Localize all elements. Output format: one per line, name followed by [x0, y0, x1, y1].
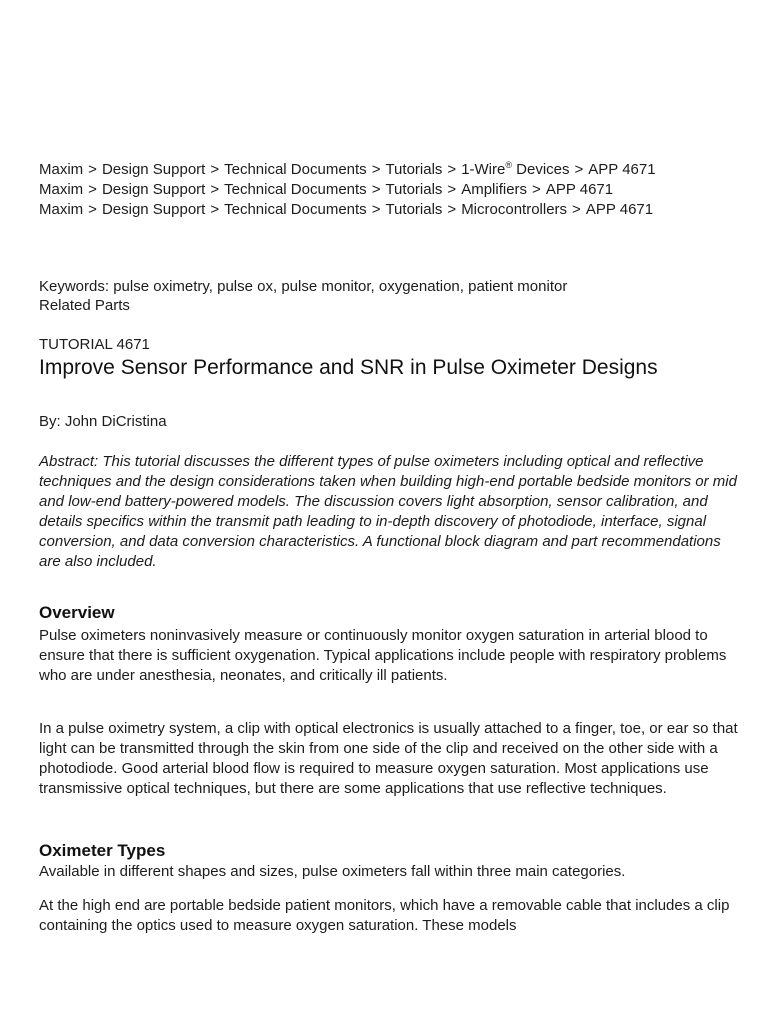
- breadcrumb-link[interactable]: Maxim: [39, 181, 84, 198]
- breadcrumb-link[interactable]: Maxim: [39, 201, 84, 218]
- keywords-block: [39, 277, 751, 315]
- breadcrumb-link[interactable]: Tutorials: [385, 201, 443, 218]
- body-paragraph: Available in different shapes and sizes, pulse oximeters fall within three main categories.: [39, 863, 626, 880]
- breadcrumb-separator: >: [210, 201, 220, 218]
- breadcrumb-link[interactable]: Design Support: [101, 201, 206, 218]
- tutorial-number: TUTORIAL 4671: [39, 336, 150, 353]
- breadcrumb-link-1wire[interactable]: [461, 161, 569, 178]
- breadcrumb-link[interactable]: Maxim: [39, 161, 84, 178]
- breadcrumb-separator: >: [88, 161, 97, 178]
- section-heading-overview: Overview: [39, 603, 115, 622]
- breadcrumb-link[interactable]: Microcontrollers: [461, 201, 568, 218]
- breadcrumb-current[interactable]: APP 4671: [588, 161, 656, 178]
- breadcrumb-link-suffix: Devices: [516, 161, 570, 178]
- breadcrumb-current[interactable]: APP 4671: [585, 201, 654, 218]
- breadcrumb-separator: >: [371, 181, 381, 198]
- breadcrumb: [39, 180, 751, 200]
- breadcrumb-link[interactable]: Design Support: [101, 161, 206, 178]
- breadcrumb-separator: >: [447, 181, 457, 198]
- section-heading-oximeter-types: Oximeter Types: [39, 841, 166, 860]
- breadcrumb-separator: >: [210, 161, 220, 178]
- related-parts-link[interactable]: Related Parts: [39, 297, 130, 314]
- breadcrumb: [39, 160, 751, 180]
- breadcrumb-link[interactable]: Technical Documents: [224, 181, 367, 198]
- breadcrumb-separator: >: [371, 201, 381, 218]
- breadcrumb-separator: >: [210, 181, 220, 198]
- breadcrumb-link[interactable]: Amplifiers: [461, 181, 528, 198]
- keywords-text: Keywords: pulse oximetry, pulse ox, pulse monitor, oxygenation, patient monitor: [39, 278, 568, 295]
- breadcrumb-link-text: 1-Wire: [461, 161, 506, 178]
- page-title: Improve Sensor Performance and SNR in Pulse Oximeter Designs: [39, 356, 658, 379]
- breadcrumb-link[interactable]: Tutorials: [385, 181, 443, 198]
- body-paragraph: In a pulse oximetry system, a clip with optical electronics is usually attached to a finger, toe, or ear so that light can be transmitted through the skin from one side of the clip and received on the other side with a photodiode. Good arterial blood flow is required to measure oxygen saturation. Most applications use transmissive optical techniques, but there are some applications that use reflective techniques.: [39, 720, 738, 797]
- breadcrumb-group: [39, 160, 751, 220]
- author-byline: By: John DiCristina: [39, 413, 167, 430]
- breadcrumb-separator: >: [88, 201, 97, 218]
- breadcrumb-separator: >: [371, 161, 381, 178]
- body-paragraph: Pulse oximeters noninvasively measure or continuously monitor oxygen saturation in arterial blood to ensure that there is sufficient oxygenation. Typical applications include people with respiratory problems who are under anesthesia, neonates, and critically ill patients.: [39, 627, 727, 684]
- breadcrumb-link[interactable]: Design Support: [101, 181, 206, 198]
- breadcrumb-separator: >: [572, 201, 581, 218]
- breadcrumb-link[interactable]: Tutorials: [385, 161, 443, 178]
- breadcrumb-separator: >: [447, 161, 457, 178]
- breadcrumb: [39, 200, 751, 220]
- body-paragraph: At the high end are portable bedside patient monitors, which have a removable cable that includes a clip containing the optics used to measure oxygen saturation. These models: [39, 897, 730, 934]
- abstract-paragraph: Abstract: This tutorial discusses the different types of pulse oximeters including optical and reflective techniques and the design considerations taken when building high-end portable bedside monitors or mid and low-end battery-powered models. The discussion covers light absorption, sensor calibration, and details specifics within the transmit path leading to in-depth discovery of photodiode, interface, signal conversion, and data conversion characteristics. A functional block diagram and part recommendations are also included.: [39, 453, 737, 570]
- breadcrumb-separator: >: [574, 161, 584, 178]
- breadcrumb-current[interactable]: APP 4671: [545, 181, 614, 198]
- breadcrumb-link[interactable]: Technical Documents: [224, 201, 367, 218]
- breadcrumb-link[interactable]: Technical Documents: [224, 161, 367, 178]
- breadcrumb-separator: >: [532, 181, 541, 198]
- breadcrumb-separator: >: [88, 181, 97, 198]
- breadcrumb-separator: >: [447, 201, 457, 218]
- registered-mark: ®: [505, 160, 512, 170]
